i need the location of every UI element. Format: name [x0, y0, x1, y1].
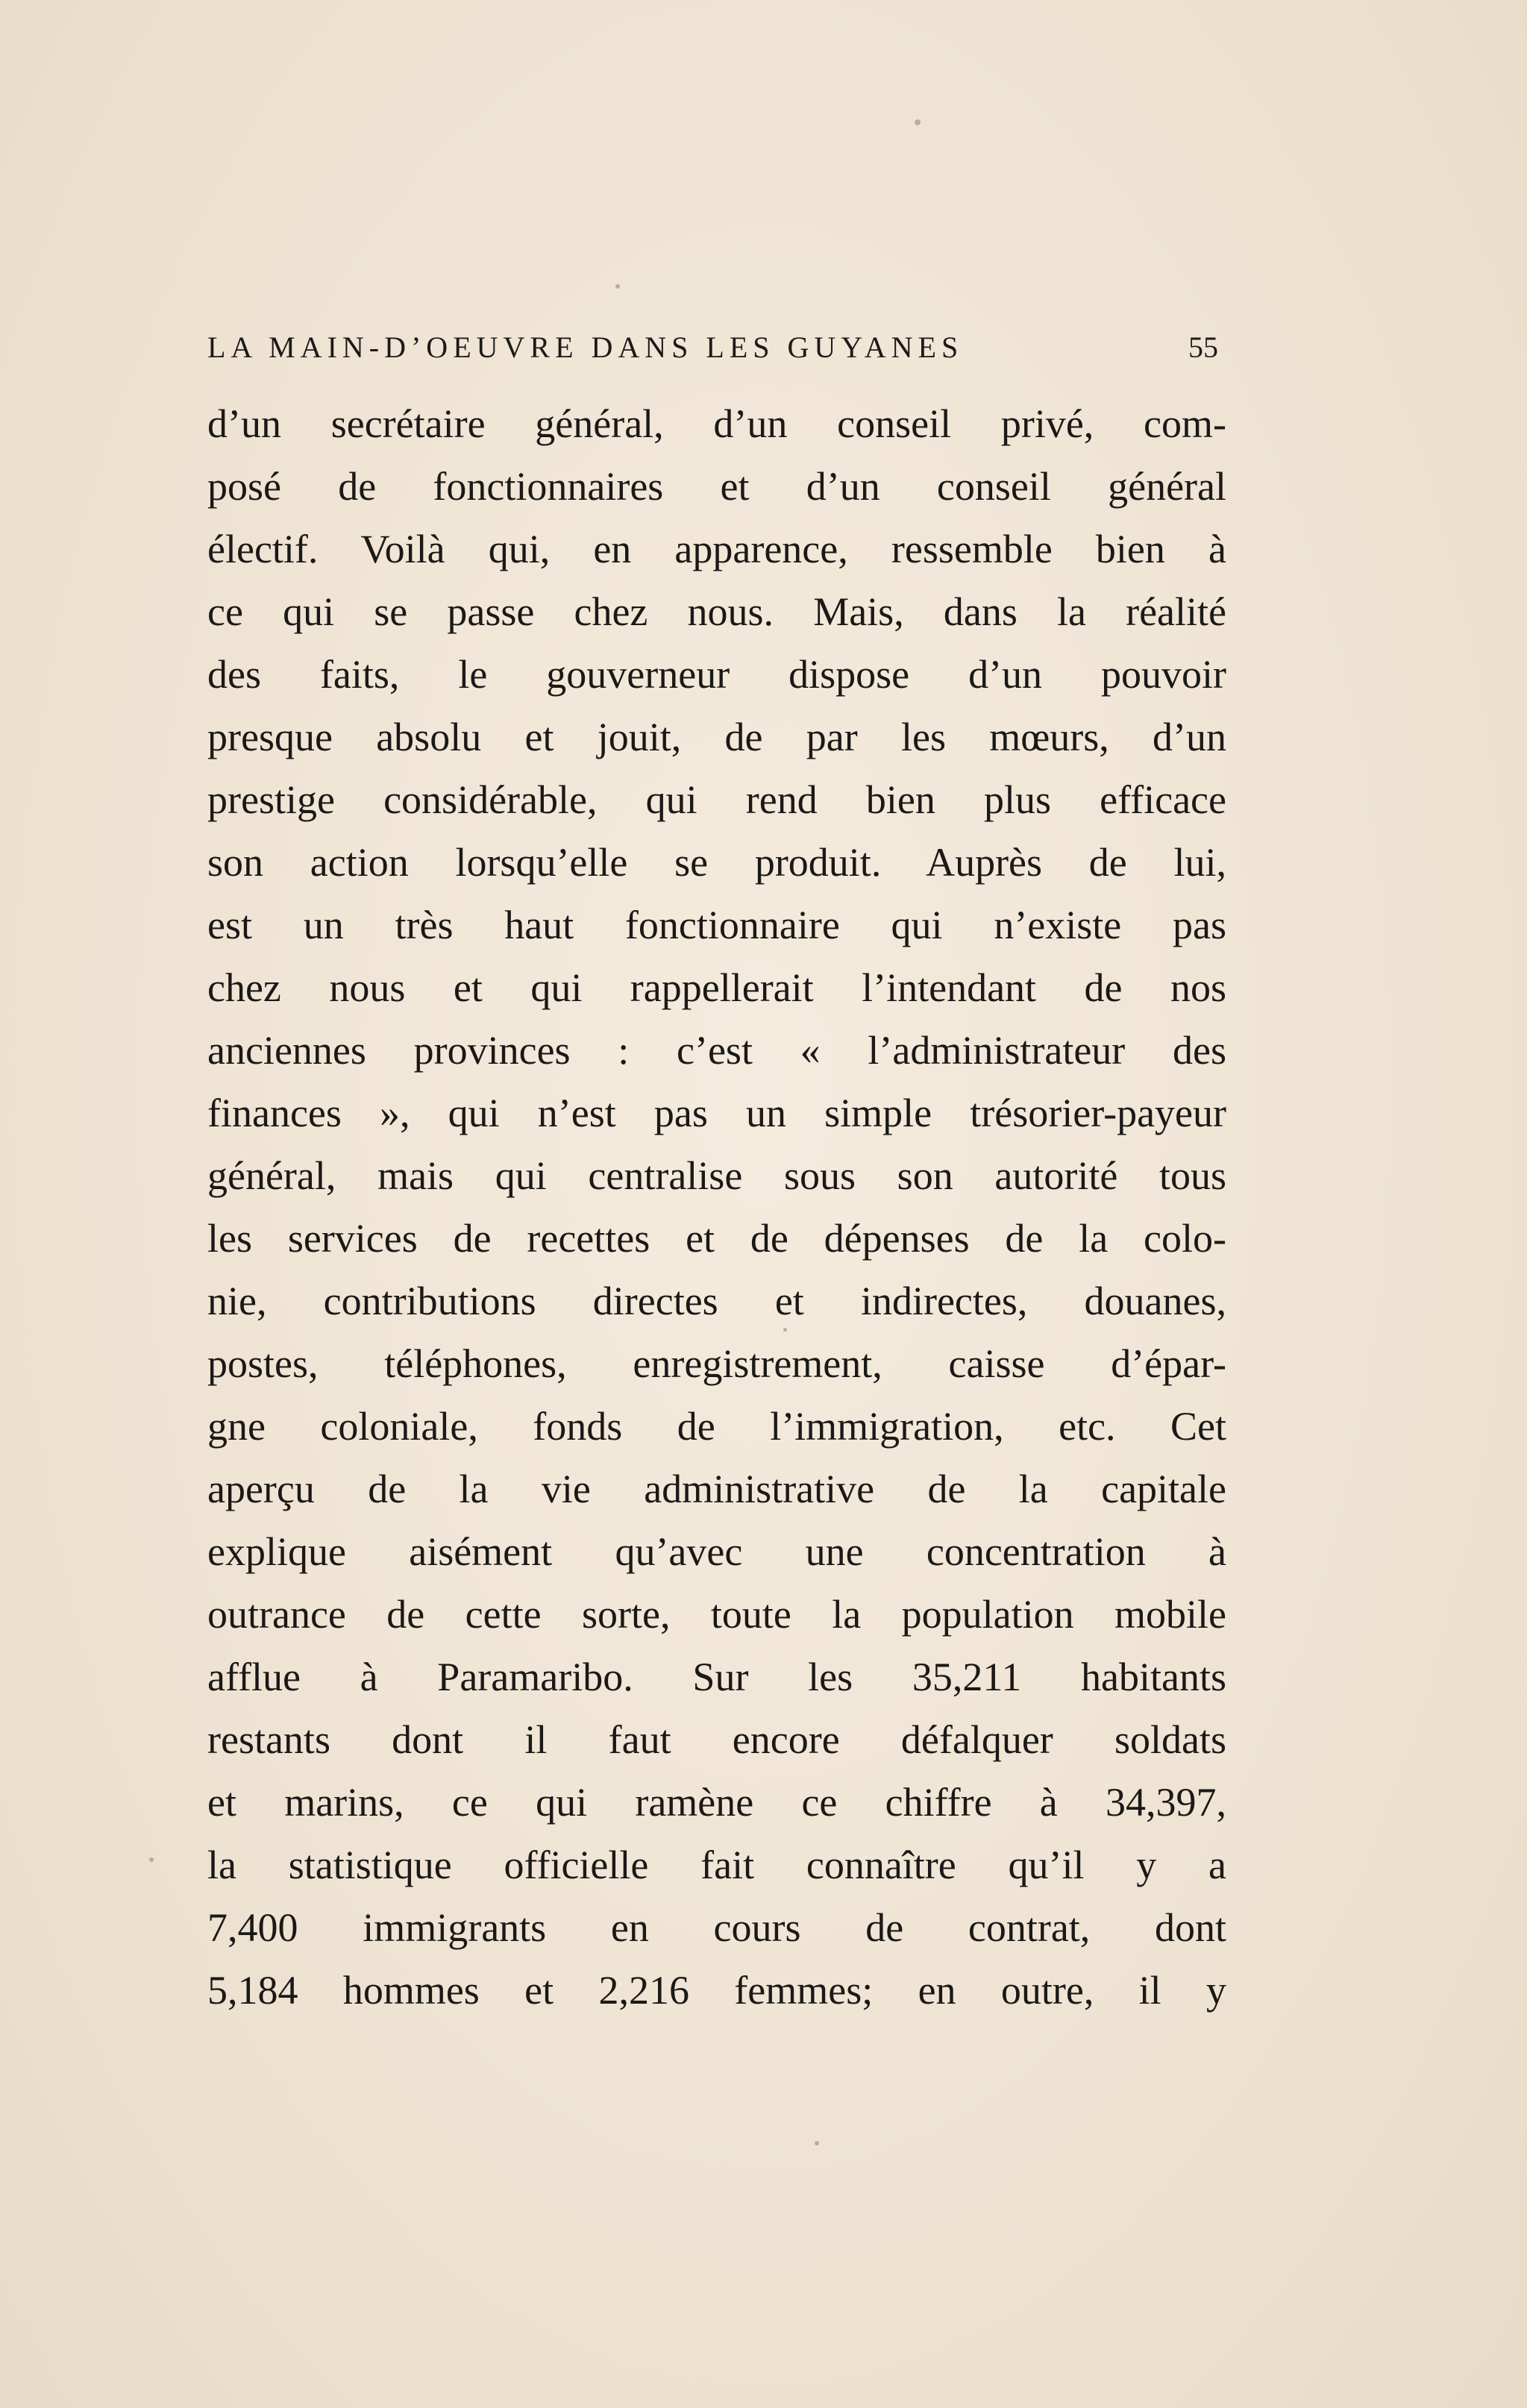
page-header — [207, 325, 1218, 370]
body-text — [207, 392, 1226, 2022]
text-line: finances », qui n’est pas un simple trésorier-payeur — [207, 1091, 1226, 1135]
text-line: les services de recettes et de dépenses de la colo- — [207, 1216, 1226, 1261]
text-line: son action lorsqu’elle se produit. Auprès de lui, — [207, 840, 1226, 885]
running-title: LA MAIN-D’OEUVRE DANS LES GUYANES — [207, 330, 964, 364]
text-line: électif. Voilà qui, en apparence, ressemble bien à — [207, 527, 1226, 571]
text-line: chez nous et qui rappellerait l’intendant de nos — [207, 965, 1226, 1010]
text-line: et marins, ce qui ramène ce chiffre à 34,397, — [207, 1780, 1226, 1825]
text-line: postes, téléphones, enregistrement, caisse d’épar- — [207, 1341, 1226, 1386]
text-line: anciennes provinces : c’est « l’administrateur des — [207, 1028, 1226, 1073]
text-line: afflue à Paramaribo. Sur les 35,211 habitants — [207, 1655, 1226, 1699]
paper-speck — [615, 284, 620, 289]
paper-speck — [815, 2141, 819, 2145]
text-line: posé de fonctionnaires et d’un conseil général — [207, 464, 1226, 509]
text-line: général, mais qui centralise sous son autorité tous — [207, 1153, 1226, 1198]
text-line: nie, contributions directes et indirectes, douanes, — [207, 1279, 1226, 1323]
text-line: des faits, le gouverneur dispose d’un pouvoir — [207, 652, 1226, 697]
text-line: restants dont il faut encore défalquer soldats — [207, 1717, 1226, 1762]
paper-speck — [915, 119, 921, 125]
paper-speck — [149, 1857, 154, 1862]
text-line: d’un secrétaire général, d’un conseil privé, com- — [207, 401, 1226, 446]
text-line: ce qui se passe chez nous. Mais, dans la réalité — [207, 589, 1226, 634]
text-line: prestige considérable, qui rend bien plus efficace — [207, 777, 1226, 822]
text-line: outrance de cette sorte, toute la population mobile — [207, 1592, 1226, 1637]
text-line: aperçu de la vie administrative de la capitale — [207, 1467, 1226, 1511]
text-line: 7,400 immigrants en cours de contrat, dont — [207, 1905, 1226, 1950]
page-number: 55 — [1188, 330, 1218, 364]
text-line: la statistique officielle fait connaître qu’il y a — [207, 1843, 1226, 1887]
text-line: explique aisément qu’avec une concentration à — [207, 1529, 1226, 1574]
text-line: gne coloniale, fonds de l’immigration, etc. Cet — [207, 1404, 1226, 1449]
text-line: est un très haut fonctionnaire qui n’existe pas — [207, 903, 1226, 947]
text-line: presque absolu et jouit, de par les mœurs, d’un — [207, 715, 1226, 759]
text-line: 5,184 hommes et 2,216 femmes; en outre, il y — [207, 1968, 1226, 2013]
